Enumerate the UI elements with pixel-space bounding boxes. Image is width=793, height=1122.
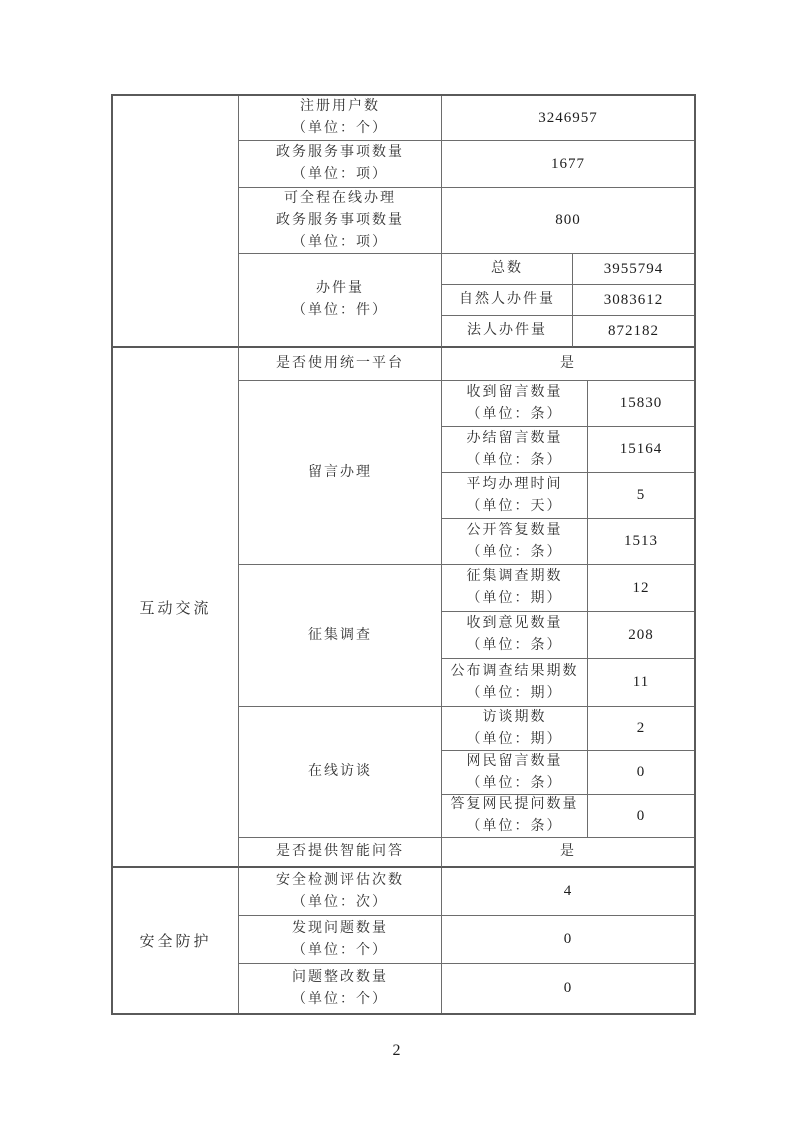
label-line: 访谈期数: [482, 709, 547, 725]
problems-found-value: [442, 916, 694, 964]
label-unit: （单位：期）: [466, 731, 563, 747]
label-unit: （单位：条）: [466, 406, 563, 422]
results-published-label: [442, 659, 588, 707]
statistics-table: [111, 94, 696, 1015]
smart-qa-label: [239, 838, 442, 868]
value-text: 15830: [619, 395, 663, 411]
label-unit: （单位：期）: [466, 685, 563, 701]
value-text: 0: [636, 807, 646, 824]
netizen-messages-value: [588, 751, 694, 795]
value-text: 是: [560, 844, 576, 859]
label-line: 网民留言数量: [466, 753, 563, 769]
label-line: 政务服务事项数量: [276, 212, 404, 228]
label-line: 政务服务事项数量: [276, 145, 404, 160]
label-unit: （单位：项）: [292, 167, 388, 182]
label-line: 收到意见数量: [466, 616, 563, 631]
messages-completed-value: [588, 427, 694, 473]
questions-answered-label: [442, 795, 588, 838]
label-unit: （单位：个）: [292, 942, 388, 958]
label-line: 可全程在线办理: [284, 190, 396, 206]
problems-found-label: [239, 916, 442, 964]
label-line: 办件量: [316, 281, 364, 296]
smart-qa-value: [442, 838, 694, 868]
interview-periods-label: [442, 707, 588, 751]
category-cell-interaction: [113, 348, 239, 868]
registered-users-label: [239, 96, 442, 141]
security-assessments-value: [442, 868, 694, 916]
interview-group-label: [239, 707, 442, 838]
questions-answered-value: [588, 795, 694, 838]
label-line: 办结留言数量: [466, 430, 563, 446]
public-replies-label: [442, 519, 588, 565]
label-line: 总数: [491, 261, 523, 276]
label-line: 答复网民提问数量: [450, 797, 579, 812]
case-total-label: [442, 254, 573, 285]
label-unit: （单位：期）: [466, 591, 563, 606]
case-natural-person-label: [442, 285, 573, 316]
average-handling-time-value: [588, 473, 694, 519]
survey-periods-value: [588, 565, 694, 612]
value-text: 1513: [624, 533, 658, 549]
label-line: 留言办理: [308, 464, 372, 480]
page-number: 2: [392, 1042, 401, 1059]
label-unit: （单位：条）: [466, 544, 563, 560]
case-total-value: [573, 254, 694, 285]
service-items-value: [442, 141, 694, 188]
label-unit: （单位：个）: [292, 991, 388, 1007]
label-line: 注册用户数: [300, 99, 380, 114]
category-cell-empty: [113, 96, 239, 348]
value-text: 3083612: [603, 291, 664, 308]
label-line: 问题整改数量: [292, 969, 388, 985]
messages-received-label: [442, 381, 588, 427]
value-text: 800: [555, 212, 581, 228]
label-unit: （单位：条）: [466, 638, 563, 653]
label-line: 征集调查期数: [466, 569, 563, 584]
value-text: 0: [563, 980, 573, 996]
value-text: 208: [628, 626, 654, 643]
problems-fixed-label: [239, 964, 442, 1013]
message-handling-group-label: [239, 381, 442, 565]
service-items-label: [239, 141, 442, 188]
label-unit: （单位：个）: [292, 121, 388, 136]
label-line: 平均办理时间: [466, 476, 563, 492]
value-text: 3955794: [603, 260, 664, 277]
value-text: 5: [636, 487, 646, 503]
value-text: 0: [636, 764, 646, 780]
value-text: 11: [632, 674, 650, 690]
survey-group-label: [239, 565, 442, 707]
category-label: 互动交流: [139, 600, 212, 617]
unified-platform-value: [442, 348, 694, 381]
public-replies-value: [588, 519, 694, 565]
label-line: 公开答复数量: [466, 522, 563, 538]
value-text: 1677: [551, 155, 585, 172]
label-unit: （单位：条）: [466, 452, 563, 468]
results-published-value: [588, 659, 694, 707]
label-line: 自然人办件量: [459, 292, 555, 307]
value-text: 15164: [619, 441, 663, 457]
security-assessments-label: [239, 868, 442, 916]
category-label: 安全防护: [139, 934, 212, 950]
label-unit: （单位：天）: [466, 498, 563, 514]
label-unit: （单位：件）: [292, 303, 388, 318]
label-line: 安全检测评估次数: [276, 872, 404, 888]
label-line: 发现问题数量: [292, 920, 388, 936]
problems-fixed-value: [442, 964, 694, 1013]
value-text: 是: [560, 356, 576, 371]
messages-received-value: [588, 381, 694, 427]
case-legal-person-label: [442, 316, 573, 348]
label-line: 法人办件量: [467, 323, 547, 338]
label-line: 是否使用统一平台: [276, 356, 404, 371]
interview-periods-value: [588, 707, 694, 751]
opinions-received-label: [442, 612, 588, 659]
survey-periods-label: [442, 565, 588, 612]
label-unit: （单位：项）: [292, 234, 388, 250]
value-text: 872182: [608, 322, 659, 339]
case-legal-person-value: [573, 316, 694, 348]
value-text: 4: [563, 883, 573, 899]
case-natural-person-value: [573, 285, 694, 316]
label-line: 收到留言数量: [466, 384, 563, 400]
value-text: 0: [563, 931, 573, 947]
average-handling-time-label: [442, 473, 588, 519]
label-line: 征集调查: [308, 627, 372, 643]
value-text: 12: [632, 579, 650, 596]
registered-users-value: [442, 96, 694, 141]
unified-platform-label: [239, 348, 442, 381]
netizen-messages-label: [442, 751, 588, 795]
category-cell-security: [113, 868, 239, 1013]
messages-completed-label: [442, 427, 588, 473]
label-unit: （单位：条）: [466, 819, 563, 834]
label-line: 是否提供智能问答: [276, 844, 404, 859]
label-line: 在线访谈: [308, 764, 372, 779]
label-unit: （单位：条）: [466, 775, 563, 791]
case-volume-label: [239, 254, 442, 348]
value-text: 2: [636, 720, 646, 736]
online-items-value: [442, 188, 694, 254]
label-unit: （单位：次）: [292, 894, 388, 910]
label-line: 公布调查结果期数: [450, 663, 579, 679]
value-text: 3246957: [538, 109, 598, 126]
online-items-label: [239, 188, 442, 254]
opinions-received-value: [588, 612, 694, 659]
